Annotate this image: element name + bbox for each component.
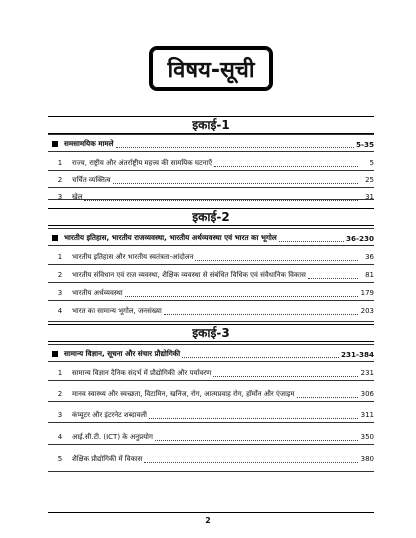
dot-leader (308, 272, 358, 279)
dot-leader (213, 370, 358, 377)
entry-title: भारतीय संविधान एवं राज व्यवस्था, शैक्षिक व्यवस्था से संबंधित विधिक एवं संवैधानिक विकास (72, 270, 306, 279)
dot-leader (84, 194, 358, 201)
entry-number: 3 (57, 289, 63, 297)
entry-number: 5 (57, 455, 63, 463)
entry-page: 311 (360, 411, 374, 419)
toc-entry[interactable] (48, 408, 374, 423)
section-pages: 231-384 (341, 349, 374, 359)
entry-page: 25 (365, 176, 374, 184)
toc-entry[interactable] (48, 190, 374, 204)
toc-title: विषय-सूची (149, 46, 273, 91)
dot-leader (144, 456, 358, 463)
section-pages: 36-230 (346, 233, 374, 243)
section-title: सामान्य विज्ञान, सूचना और संचार प्रौद्योगिकी (64, 349, 181, 358)
entry-title: भारत का सामान्य भूगोल, जनसंख्या (72, 306, 162, 315)
toc-entry[interactable] (48, 173, 374, 188)
bullet-square-icon (52, 351, 58, 357)
toc-entry[interactable] (48, 366, 374, 381)
entry-number: 1 (57, 369, 63, 377)
entry-number: 3 (57, 193, 63, 201)
entry-page: 5 (369, 159, 374, 167)
dot-leader (113, 177, 358, 184)
entry-page: 350 (360, 433, 374, 441)
toc-entry[interactable] (48, 250, 374, 265)
entry-title: मानव स्वास्थ्य और स्वच्छता, विटामिन, खनिज, रोग, आत्मप्रवाह रोग, हॉर्मोन और एंजाइम (72, 389, 295, 398)
dot-leader (149, 412, 358, 419)
unit-1-section (48, 134, 374, 200)
footer-divider (48, 512, 374, 513)
toc-entry[interactable] (48, 156, 374, 171)
dot-leader (297, 391, 358, 398)
unit-2-heading: इकाई-2 (48, 208, 374, 226)
unit-3-section (48, 344, 374, 472)
entry-number: 1 (57, 159, 63, 167)
dot-leader (214, 160, 358, 167)
section-title: भारतीय इतिहास, भारतीय राजव्यवस्था, भारतीय अर्थव्यवस्था एवं भारत का भूगोल (64, 233, 277, 242)
entry-title: चर्चित व्यक्तित्व (72, 175, 111, 184)
dot-leader (279, 235, 344, 242)
toc-entry[interactable] (48, 268, 374, 283)
entry-title: भारतीय अर्थव्यवस्था (72, 288, 123, 297)
entry-page: 380 (360, 455, 374, 463)
bullet-square-icon (52, 141, 58, 147)
entry-title: राज्य, राष्ट्रीय और अंतर्राष्ट्रीय महत्त्व की सामयिक घटनाएँ (72, 158, 213, 167)
entry-page: 36 (365, 253, 374, 261)
entry-title: आई.सी.टी. (ICT) के अनुप्रयोग (72, 432, 153, 441)
entry-number: 2 (57, 390, 63, 398)
dot-leader (195, 254, 358, 261)
dot-leader (125, 290, 358, 297)
section-pages: 5-35 (356, 139, 374, 149)
dot-leader (155, 434, 358, 441)
entry-page: 179 (360, 289, 374, 297)
entry-page: 81 (365, 271, 374, 279)
entry-page: 306 (360, 390, 374, 398)
entry-number: 3 (57, 411, 63, 419)
entry-title: सामान्य विज्ञान दैनिक संदर्भ में प्रौद्योगिकी और पर्यावरण (72, 368, 212, 377)
entry-number: 2 (57, 271, 63, 279)
unit-3-heading: इकाई-3 (48, 324, 374, 342)
toc-entry[interactable] (48, 286, 374, 301)
dot-leader (164, 308, 358, 315)
entry-number: 4 (57, 307, 63, 315)
entry-page: 31 (365, 193, 374, 201)
section-title: समसामयिक मामले (64, 139, 114, 148)
unit-3-section-row[interactable] (48, 347, 374, 362)
entry-page: 203 (360, 307, 374, 315)
entry-number: 2 (57, 176, 63, 184)
page-number: 2 (205, 516, 211, 525)
entry-number: 1 (57, 253, 63, 261)
toc-entry[interactable] (48, 452, 374, 466)
dot-leader (116, 141, 354, 148)
entry-title: भारतीय इतिहास और भारतीय स्वतंत्रता-आंदोलन (72, 252, 194, 261)
unit-2-section (48, 228, 374, 322)
bullet-square-icon (52, 235, 58, 241)
entry-title: खेल (72, 192, 83, 201)
toc-entry[interactable] (48, 304, 374, 318)
entry-title: कंप्यूटर और इंटरनेट शब्दावली (72, 410, 147, 419)
entry-number: 4 (57, 433, 63, 441)
unit-2-section-row[interactable] (48, 231, 374, 246)
unit-1-section-row[interactable] (48, 137, 374, 152)
toc-entry[interactable] (48, 430, 374, 445)
toc-entry[interactable] (48, 387, 374, 402)
unit-1-heading: इकाई-1 (48, 116, 374, 134)
dot-leader (182, 351, 339, 358)
entry-page: 231 (360, 369, 374, 377)
entry-title: शैक्षिक प्रौद्योगिकी में विकास (72, 454, 143, 463)
